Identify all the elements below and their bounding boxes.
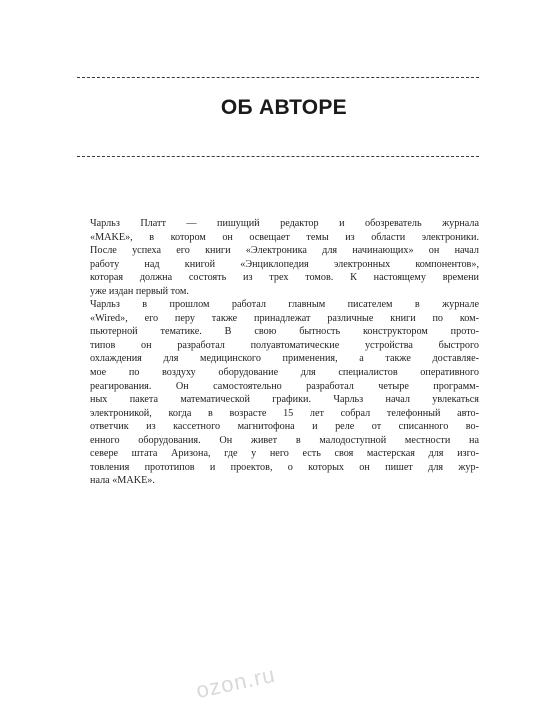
text-line: нала «MAKE». [90,475,155,487]
text-line: охлаждения для медицинского применения, а также доставляе- [90,353,479,365]
text-line: ответчик из кассетного магнитофона и реле от списанного во- [90,421,479,433]
text-line: товления прототипов и проектов, о которых он пишет для жур- [90,461,479,473]
text-line: «Wired», его перу также принадлежат различные книги по ком- [90,312,479,324]
text-line: После успеха его книги «Электроника для начинающих» он начал [90,245,479,257]
text-line: пьютерной тематике. В свою бытность конструктором прото- [90,326,479,338]
text-line: работу над книгой «Энциклопедия электронных компонентов», [90,258,479,270]
text-line: енного оборудования. Он живет в малодоступной местности на [90,434,479,446]
text-line: электроникой, когда в возрасте 15 лет собрал телефонный авто- [90,407,479,419]
text-line: «MAKE», в котором он освещает темы из области электроники. [90,231,479,243]
text-line: севере штата Аризона, где у него есть своя мастерская для изго- [90,448,479,460]
text-line: ных пакета математической графики. Чарльз начал увлекаться [90,394,479,406]
bio-paragraph-2 [77,298,479,488]
text-line: Чарльз в прошлом работал главным писателем в журнале [90,299,479,311]
top-dashed-rule [77,77,479,78]
bottom-dashed-rule [77,156,479,157]
ozon-watermark: ozon.ru [193,661,278,703]
author-bio [77,217,479,488]
text-line: мое по воздуху оборудование для специалистов оперативного [90,367,479,379]
text-line: которая должна состоять из трех томов. К настоящему времени [90,272,479,284]
text-line: реагирования. Он самостоятельно разработал четыре программ- [90,380,479,392]
text-line: уже издан первый том. [90,285,189,297]
page-title: ОБ АВТОРЕ [220,96,347,119]
text-line: типов он разработал полуавтоматические устройства быстрого [90,339,479,351]
text-line: Чарльз Платт — пишущий редактор и обозреватель журнала [90,218,479,229]
bio-paragraph-1 [77,217,479,298]
